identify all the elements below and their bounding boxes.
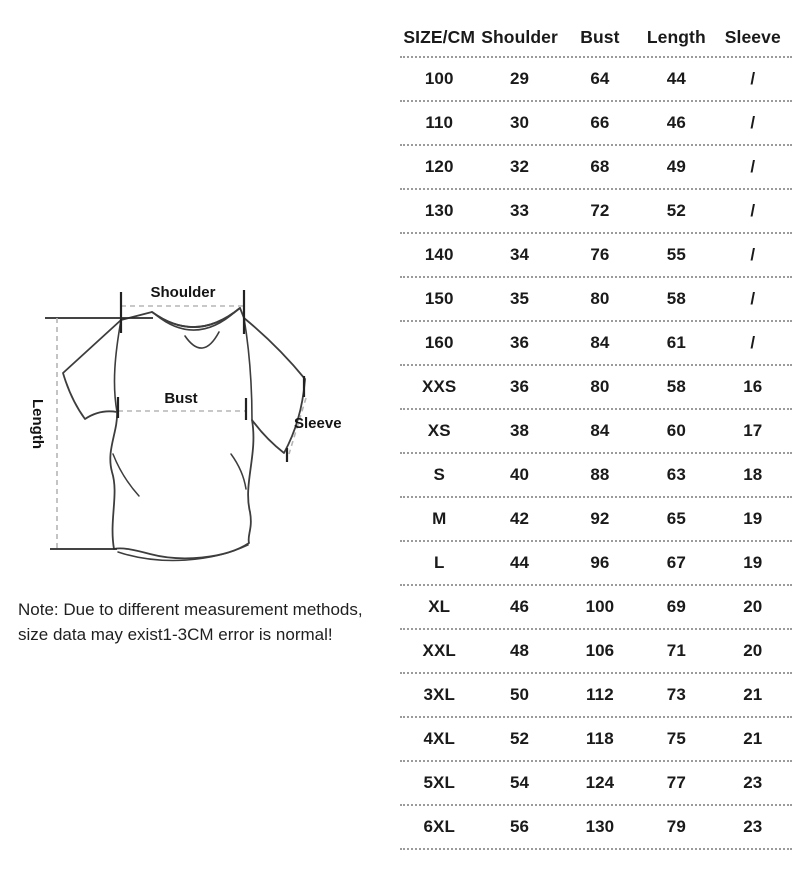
cell-bust: 112 xyxy=(586,685,614,704)
cell-length: 79 xyxy=(666,817,686,836)
cell-bust: 100 xyxy=(585,597,615,616)
length-label: Length xyxy=(29,399,46,449)
size-table xyxy=(400,19,792,850)
cell-shoulder: 48 xyxy=(509,641,530,660)
cell-length: 65 xyxy=(666,509,686,528)
tshirt-diagram xyxy=(0,262,400,592)
cell-shoulder: 38 xyxy=(509,421,530,440)
cell-bust: 124 xyxy=(585,773,615,792)
cell-bust: 66 xyxy=(590,113,610,132)
table-row xyxy=(400,410,792,454)
cell-sleeve: 20 xyxy=(743,641,763,660)
cell-shoulder: 44 xyxy=(509,553,530,572)
table-row xyxy=(400,806,792,850)
cell-sleeve: / xyxy=(750,201,756,220)
table-row xyxy=(400,234,792,278)
table-row xyxy=(400,58,792,102)
table-row xyxy=(400,630,792,674)
cell-size: 100 xyxy=(424,69,454,88)
cell-length: 49 xyxy=(666,157,686,176)
cell-length: 63 xyxy=(666,465,686,484)
note-line-2: size data may exist1-3CM error is normal! xyxy=(18,625,333,644)
cell-bust: 96 xyxy=(590,553,610,572)
table-row xyxy=(400,278,792,322)
cell-bust: 92 xyxy=(590,509,610,528)
shoulder-label: Shoulder xyxy=(150,284,216,301)
cell-length: 58 xyxy=(666,289,686,308)
table-row xyxy=(400,102,792,146)
cell-bust: 76 xyxy=(590,245,610,264)
cell-size: 160 xyxy=(424,333,454,352)
cell-shoulder: 33 xyxy=(509,201,530,220)
cell-bust: 118 xyxy=(586,729,614,748)
bust-label: Bust xyxy=(164,390,198,407)
note-line-1: Note: Due to different measurement methods, xyxy=(18,600,363,619)
table-row xyxy=(400,718,792,762)
cell-bust: 106 xyxy=(585,641,615,660)
cell-size: 120 xyxy=(424,157,454,176)
cell-bust: 88 xyxy=(590,465,610,484)
cell-length: 77 xyxy=(666,773,686,792)
cell-size: 4XL xyxy=(423,729,455,748)
table-row xyxy=(400,674,792,718)
cell-bust: 64 xyxy=(590,69,610,88)
cell-shoulder: 30 xyxy=(509,113,530,132)
cell-shoulder: 29 xyxy=(509,69,530,88)
cell-sleeve: 20 xyxy=(743,597,763,616)
cell-shoulder: 34 xyxy=(509,245,530,264)
table-row xyxy=(400,542,792,586)
cell-size: 110 xyxy=(425,113,454,132)
column-header-sleeve: Sleeve xyxy=(724,27,781,47)
cell-length: 58 xyxy=(666,377,686,396)
table-row xyxy=(400,146,792,190)
cell-size: XL xyxy=(428,597,451,616)
cell-sleeve: / xyxy=(750,333,756,352)
cell-size: M xyxy=(432,509,447,528)
cell-length: 69 xyxy=(666,597,686,616)
cell-size: 140 xyxy=(424,245,454,264)
table-header-row xyxy=(400,19,792,58)
cell-length: 67 xyxy=(666,553,686,572)
cell-shoulder: 54 xyxy=(509,773,530,792)
measurement-note xyxy=(18,597,388,647)
cell-sleeve: / xyxy=(750,69,756,88)
cell-bust: 84 xyxy=(590,421,610,440)
tshirt-body xyxy=(63,308,305,558)
cell-bust: 72 xyxy=(590,201,610,220)
cell-sleeve: / xyxy=(750,113,756,132)
cell-sleeve: 19 xyxy=(743,509,763,528)
cell-length: 61 xyxy=(666,333,686,352)
cell-sleeve: 19 xyxy=(743,553,763,572)
cell-size: 130 xyxy=(424,201,454,220)
sleeve-label: Sleeve xyxy=(294,415,342,432)
cell-sleeve: / xyxy=(750,289,756,308)
cell-length: 75 xyxy=(666,729,686,748)
cell-length: 44 xyxy=(666,69,686,88)
cell-sleeve: 23 xyxy=(743,817,763,836)
cell-sleeve: 21 xyxy=(743,685,763,704)
table-row xyxy=(400,454,792,498)
cell-bust: 84 xyxy=(590,333,610,352)
cell-length: 71 xyxy=(666,641,686,660)
cell-size: 3XL xyxy=(423,685,455,704)
cell-shoulder: 36 xyxy=(509,333,530,352)
cell-length: 55 xyxy=(666,245,686,264)
cell-bust: 130 xyxy=(585,817,615,836)
cell-bust: 80 xyxy=(590,289,610,308)
table-row xyxy=(400,322,792,366)
cell-sleeve: 17 xyxy=(743,421,763,440)
cell-shoulder: 52 xyxy=(509,729,530,748)
cell-shoulder: 40 xyxy=(509,465,530,484)
cell-length: 60 xyxy=(666,421,686,440)
cell-size: L xyxy=(433,553,445,572)
cell-size: XXL xyxy=(422,641,456,660)
cell-shoulder: 35 xyxy=(509,289,530,308)
table-row xyxy=(400,586,792,630)
cell-length: 52 xyxy=(666,201,686,220)
cell-sleeve: 18 xyxy=(743,465,763,484)
cell-size: XXS xyxy=(422,377,457,396)
cell-sleeve: 21 xyxy=(743,729,763,748)
cell-shoulder: 50 xyxy=(509,685,530,704)
cell-size: S xyxy=(433,465,445,484)
table-row xyxy=(400,762,792,806)
cell-size: 5XL xyxy=(423,773,455,792)
cell-sleeve: / xyxy=(750,157,756,176)
cell-length: 73 xyxy=(666,685,686,704)
table-body xyxy=(400,58,792,850)
column-header-size: SIZE/CM xyxy=(403,27,476,47)
cell-sleeve: 16 xyxy=(743,377,763,396)
cell-sleeve: 23 xyxy=(743,773,763,792)
column-header-length: Length xyxy=(646,27,706,47)
table-row xyxy=(400,366,792,410)
cell-shoulder: 56 xyxy=(509,817,530,836)
column-header-shoulder: Shoulder xyxy=(481,27,558,47)
cell-size: 6XL xyxy=(423,817,455,836)
column-header-bust: Bust xyxy=(580,27,620,47)
cell-length: 46 xyxy=(666,113,686,132)
table-row xyxy=(400,498,792,542)
cell-bust: 80 xyxy=(590,377,610,396)
cell-shoulder: 42 xyxy=(509,509,530,528)
cell-shoulder: 36 xyxy=(509,377,530,396)
cell-size: XS xyxy=(427,421,451,440)
cell-bust: 68 xyxy=(590,157,610,176)
cell-shoulder: 46 xyxy=(509,597,530,616)
cell-sleeve: / xyxy=(750,245,756,264)
cell-size: 150 xyxy=(424,289,454,308)
cell-shoulder: 32 xyxy=(509,157,530,176)
table-row xyxy=(400,190,792,234)
